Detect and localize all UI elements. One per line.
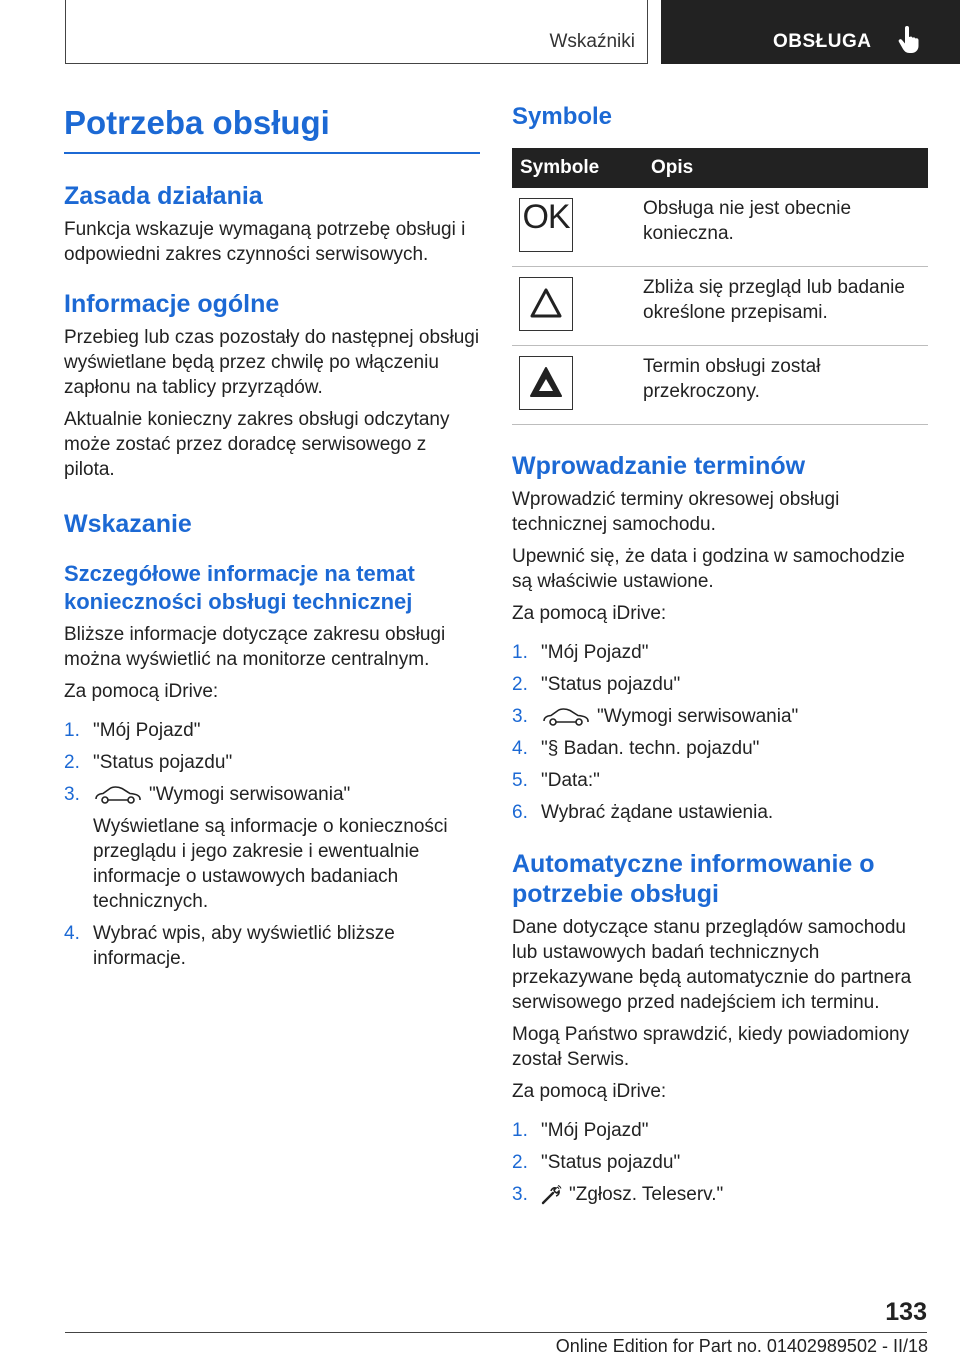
heading-principle: Zasada działania bbox=[64, 182, 263, 210]
warning-triangle-filled-icon bbox=[519, 356, 573, 410]
header-section-label: Wskaźniki bbox=[549, 31, 635, 52]
teleservice-wrench-icon bbox=[541, 1185, 563, 1205]
list-item: 4. Wybrać wpis, aby wyświetlić bliższe informacje. bbox=[64, 923, 395, 969]
list-item: 2. "Status pojazdu" bbox=[512, 1152, 681, 1173]
table-row bbox=[512, 346, 928, 425]
symbols-table bbox=[512, 148, 928, 425]
table-header-symbol: Symbole bbox=[512, 148, 643, 188]
auto-notification-text-2: Mogą Państwo sprawdzić, kiedy powiadomiony został Serwis. bbox=[512, 1024, 910, 1070]
principle-text: Funkcja wskazuje wymaganą potrzebę obsługi i odpowiedni zakres czynności serwisowych. bbox=[64, 219, 466, 265]
heading-general-info: Informacje ogólne bbox=[64, 290, 280, 318]
header-chapter-label: OBSŁUGA bbox=[773, 31, 872, 52]
page-number: 133 bbox=[885, 1298, 927, 1326]
footer-edition: Online Edition for Part no. 01402989502 - II/18 bbox=[555, 1336, 928, 1356]
car-service-icon bbox=[93, 785, 143, 805]
general-info-text-2: Aktualnie konieczny zakres obsługi odczytany może zostać przez doradcę serwisowego z pilota. bbox=[64, 409, 450, 480]
left-column bbox=[64, 100, 480, 971]
enter-dates-text-2: Upewnić się, że data i godzina w samochodzie są właściwie ustawione. bbox=[512, 546, 905, 592]
table-cell-description: Obsługa nie jest obecnie konieczna. bbox=[643, 188, 928, 267]
list-item: 3. "Zgłosz. Teleserv." bbox=[512, 1184, 724, 1205]
list-item: 3. "Wymogi serwisowania" bbox=[512, 706, 799, 727]
list-item: 1. "Mój Pojazd" bbox=[512, 642, 649, 663]
list-item: 2. "Status pojazdu" bbox=[512, 674, 681, 695]
auto-notification-text-1: Dane dotyczące stanu przeglądów samochodu lub ustawowych badań technicznych przekazywane będą automatycznie do partnera serwisowego przed nadejściem ich terminu. bbox=[512, 917, 912, 1013]
table-cell-description: Termin obsługi został przekroczony. bbox=[643, 346, 928, 425]
pointing-hand-icon bbox=[897, 26, 921, 54]
table-cell-description: Zbliża się przegląd lub badanie określone przepisami. bbox=[643, 267, 928, 346]
idrive-intro: Za pomocą iDrive: bbox=[512, 603, 667, 624]
heading-auto-notification: Automatyczne informowanie o potrzebie obsługi bbox=[512, 850, 875, 908]
heading-symbols: Symbole bbox=[512, 103, 613, 130]
details-text: Bliższe informacje dotyczące zakresu obsługi można wyświetlić na monitorze centralnym. bbox=[64, 624, 446, 670]
heading-enter-dates: Wprowadzanie terminów bbox=[512, 452, 806, 480]
table-header-row bbox=[512, 148, 928, 188]
list-item: 1. "Mój Pojazd" bbox=[64, 720, 201, 741]
warning-triangle-outline-icon bbox=[519, 277, 573, 331]
idrive-intro: Za pomocą iDrive: bbox=[512, 1081, 667, 1102]
enter-dates-steps-list bbox=[512, 640, 928, 825]
general-info-text-1: Przebieg lub czas pozostały do następnej obsługi wyświetlane będą przez chwilę po włączeniu zapłonu na tablicy przyrządów. bbox=[64, 327, 480, 398]
list-item: 4. "§ Badan. techn. pojazdu" bbox=[512, 738, 760, 759]
ok-symbol-icon: OK bbox=[519, 198, 573, 252]
table-header-description: Opis bbox=[643, 148, 928, 188]
header-chapter-tab bbox=[661, 0, 960, 64]
list-item: 6. Wybrać żądane ustawienia. bbox=[512, 802, 774, 823]
auto-notification-steps-list bbox=[512, 1118, 928, 1207]
idrive-intro: Za pomocą iDrive: bbox=[64, 681, 219, 702]
right-column bbox=[512, 100, 928, 1207]
enter-dates-text-1: Wprowadzić terminy okresowej obsługi technicznej samochodu. bbox=[512, 489, 840, 535]
list-item: Wyświetlane są informacje o konieczności przeglądu i jego zakresie i ewentualnie informacje o ustawowych badaniach technicznych. bbox=[93, 816, 448, 912]
list-item: 1. "Mój Pojazd" bbox=[512, 1120, 649, 1141]
list-item: 2. "Status pojazdu" bbox=[64, 752, 233, 773]
subheading-details: Szczegółowe informacje na temat konieczności obsługi technicznej bbox=[64, 561, 415, 614]
left-steps-list bbox=[64, 718, 480, 971]
footer-divider bbox=[65, 1332, 927, 1333]
table-row bbox=[512, 267, 928, 346]
list-item: 5. "Data:" bbox=[512, 770, 600, 791]
page-title: Potrzeba obsługi bbox=[64, 100, 480, 154]
table-row bbox=[512, 188, 928, 267]
header-section-tab bbox=[65, 0, 648, 64]
list-item: 3. "Wymogi serwisowania" bbox=[64, 784, 351, 805]
car-service-icon bbox=[541, 707, 591, 727]
heading-display: Wskazanie bbox=[64, 510, 192, 538]
